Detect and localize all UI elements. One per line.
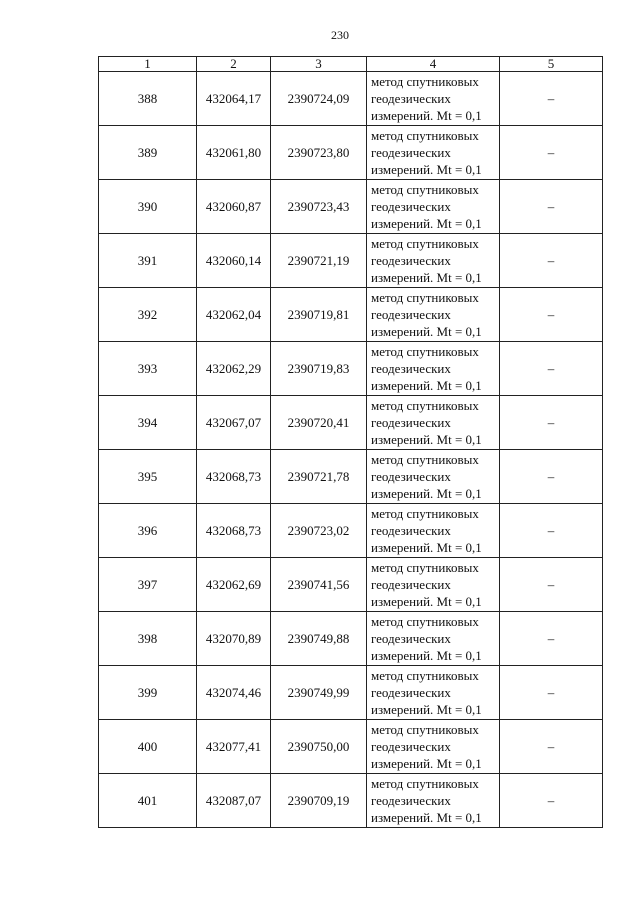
method-line: измерений. Mt = 0,1 [371, 108, 482, 123]
method-line: метод спутниковых [371, 290, 479, 305]
point-number: 390 [99, 180, 197, 234]
method-line: измерений. Mt = 0,1 [371, 162, 482, 177]
determination-method [367, 396, 500, 450]
point-number: 391 [99, 234, 197, 288]
table-row [99, 180, 603, 234]
coordinate-y: 2390721,78 [271, 450, 367, 504]
determination-method [367, 342, 500, 396]
coordinate-x: 432060,87 [197, 180, 271, 234]
determination-method [367, 504, 500, 558]
method-line: геодезических [371, 631, 451, 646]
table-body [99, 72, 603, 828]
coordinate-x: 432068,73 [197, 450, 271, 504]
coordinate-y: 2390723,02 [271, 504, 367, 558]
note-dash: – [500, 666, 603, 720]
method-line: измерений. Mt = 0,1 [371, 810, 482, 825]
table-row [99, 72, 603, 126]
method-line: геодезических [371, 577, 451, 592]
point-number: 400 [99, 720, 197, 774]
table-row [99, 288, 603, 342]
method-line: геодезических [371, 793, 451, 808]
coordinate-y: 2390750,00 [271, 720, 367, 774]
method-line: измерений. Mt = 0,1 [371, 756, 482, 771]
coordinate-x: 432061,80 [197, 126, 271, 180]
table-row [99, 234, 603, 288]
table-row [99, 558, 603, 612]
header-col-5: 5 [500, 57, 603, 72]
determination-method [367, 774, 500, 828]
method-line: метод спутниковых [371, 668, 479, 683]
header-col-1: 1 [99, 57, 197, 72]
determination-method [367, 612, 500, 666]
determination-method [367, 234, 500, 288]
coordinate-x: 432062,29 [197, 342, 271, 396]
coordinate-y: 2390720,41 [271, 396, 367, 450]
method-line: измерений. Mt = 0,1 [371, 486, 482, 501]
coordinate-y: 2390749,88 [271, 612, 367, 666]
method-line: метод спутниковых [371, 560, 479, 575]
note-dash: – [500, 612, 603, 666]
note-dash: – [500, 450, 603, 504]
note-dash: – [500, 72, 603, 126]
method-line: метод спутниковых [371, 614, 479, 629]
table-row [99, 342, 603, 396]
header-col-3: 3 [271, 57, 367, 72]
table-row [99, 396, 603, 450]
note-dash: – [500, 396, 603, 450]
coordinate-y: 2390719,83 [271, 342, 367, 396]
coordinate-x: 432077,41 [197, 720, 271, 774]
method-line: геодезических [371, 685, 451, 700]
method-line: метод спутниковых [371, 776, 479, 791]
method-line: измерений. Mt = 0,1 [371, 270, 482, 285]
point-number: 393 [99, 342, 197, 396]
method-line: геодезических [371, 91, 451, 106]
method-line: измерений. Mt = 0,1 [371, 702, 482, 717]
coordinate-x: 432068,73 [197, 504, 271, 558]
method-line: метод спутниковых [371, 128, 479, 143]
method-line: геодезических [371, 199, 451, 214]
point-number: 394 [99, 396, 197, 450]
note-dash: – [500, 504, 603, 558]
method-line: измерений. Mt = 0,1 [371, 324, 482, 339]
note-dash: – [500, 288, 603, 342]
coordinate-y: 2390709,19 [271, 774, 367, 828]
coordinate-x: 432074,46 [197, 666, 271, 720]
note-dash: – [500, 774, 603, 828]
method-line: геодезических [371, 145, 451, 160]
point-number: 389 [99, 126, 197, 180]
method-line: геодезических [371, 307, 451, 322]
table-row [99, 126, 603, 180]
coordinate-y: 2390741,56 [271, 558, 367, 612]
coordinate-x: 432067,07 [197, 396, 271, 450]
determination-method [367, 720, 500, 774]
determination-method [367, 126, 500, 180]
point-number: 392 [99, 288, 197, 342]
table-row [99, 774, 603, 828]
note-dash: – [500, 180, 603, 234]
coordinate-y: 2390719,81 [271, 288, 367, 342]
method-line: метод спутниковых [371, 398, 479, 413]
method-line: геодезических [371, 523, 451, 538]
determination-method [367, 180, 500, 234]
point-number: 396 [99, 504, 197, 558]
method-line: метод спутниковых [371, 722, 479, 737]
header-col-4: 4 [367, 57, 500, 72]
coordinate-y: 2390724,09 [271, 72, 367, 126]
determination-method [367, 72, 500, 126]
note-dash: – [500, 558, 603, 612]
determination-method [367, 288, 500, 342]
note-dash: – [500, 126, 603, 180]
method-line: метод спутниковых [371, 182, 479, 197]
point-number: 401 [99, 774, 197, 828]
method-line: измерений. Mt = 0,1 [371, 432, 482, 447]
coordinates-table [98, 56, 603, 828]
determination-method [367, 558, 500, 612]
table-header-row [99, 57, 603, 72]
coordinate-y: 2390749,99 [271, 666, 367, 720]
coordinate-y: 2390723,43 [271, 180, 367, 234]
method-line: измерений. Mt = 0,1 [371, 594, 482, 609]
table-row [99, 720, 603, 774]
method-line: метод спутниковых [371, 506, 479, 521]
note-dash: – [500, 234, 603, 288]
table-row [99, 666, 603, 720]
method-line: измерений. Mt = 0,1 [371, 216, 482, 231]
point-number: 395 [99, 450, 197, 504]
method-line: геодезических [371, 469, 451, 484]
coordinate-y: 2390721,19 [271, 234, 367, 288]
method-line: измерений. Mt = 0,1 [371, 378, 482, 393]
method-line: измерений. Mt = 0,1 [371, 648, 482, 663]
determination-method [367, 666, 500, 720]
method-line: метод спутниковых [371, 452, 479, 467]
coordinate-x: 432062,04 [197, 288, 271, 342]
coordinate-y: 2390723,80 [271, 126, 367, 180]
point-number: 388 [99, 72, 197, 126]
method-line: метод спутниковых [371, 74, 479, 89]
method-line: геодезических [371, 415, 451, 430]
method-line: геодезических [371, 739, 451, 754]
method-line: геодезических [371, 361, 451, 376]
header-col-2: 2 [197, 57, 271, 72]
method-line: метод спутниковых [371, 344, 479, 359]
page-number: 230 [331, 28, 349, 42]
point-number: 397 [99, 558, 197, 612]
coordinate-x: 432064,17 [197, 72, 271, 126]
coordinate-x: 432087,07 [197, 774, 271, 828]
table-row [99, 450, 603, 504]
note-dash: – [500, 720, 603, 774]
table-row [99, 612, 603, 666]
coordinate-x: 432070,89 [197, 612, 271, 666]
note-dash: – [500, 342, 603, 396]
coordinate-x: 432060,14 [197, 234, 271, 288]
method-line: геодезических [371, 253, 451, 268]
point-number: 398 [99, 612, 197, 666]
method-line: метод спутниковых [371, 236, 479, 251]
method-line: измерений. Mt = 0,1 [371, 540, 482, 555]
point-number: 399 [99, 666, 197, 720]
table-row [99, 504, 603, 558]
coordinate-x: 432062,69 [197, 558, 271, 612]
determination-method [367, 450, 500, 504]
